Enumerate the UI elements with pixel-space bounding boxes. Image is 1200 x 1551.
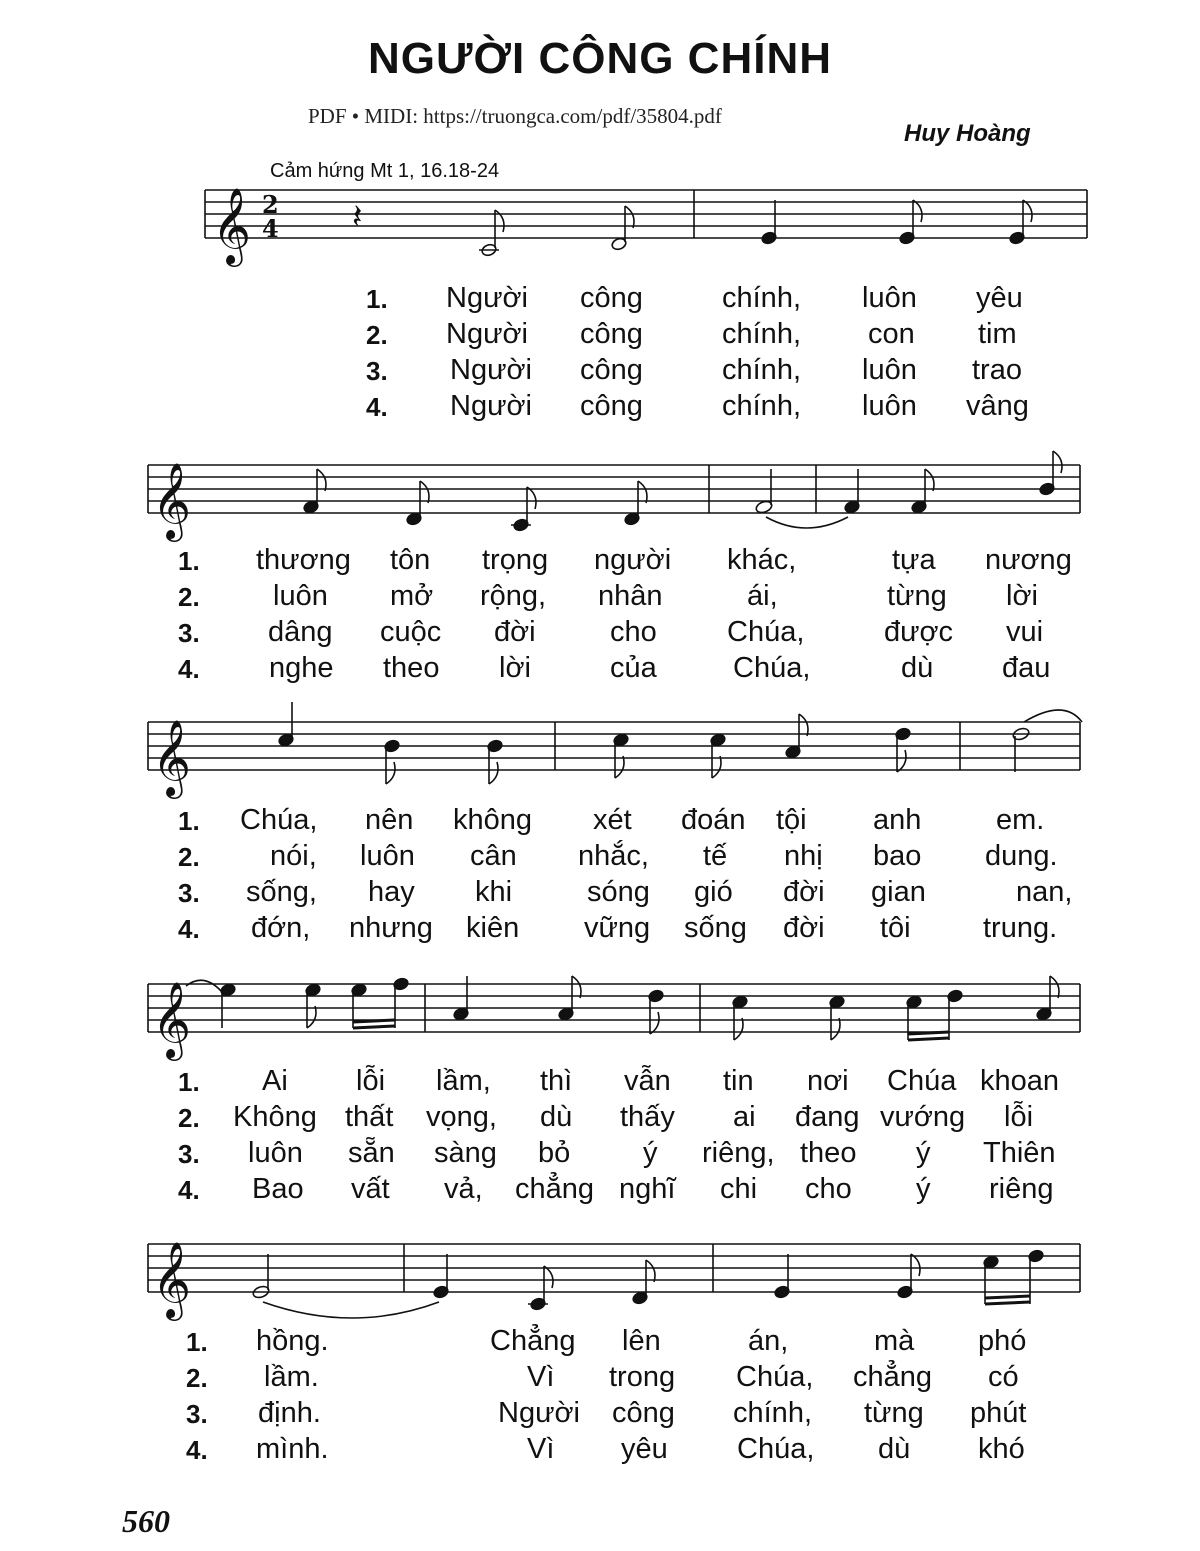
lyric-syllable: ý (916, 1137, 931, 1169)
lyric-syllable: tội (776, 804, 807, 836)
lyric-syllable: cho (805, 1173, 852, 1205)
treble-clef-icon: 𝄞 (152, 719, 192, 796)
lyric-syllable: tôi (880, 912, 911, 944)
lyric-syllable: lời (1006, 580, 1038, 612)
lyric-syllable: chính, (722, 390, 801, 422)
lyric-syllable: anh (873, 804, 922, 836)
lyric-syllable: đoán (681, 804, 746, 836)
lyric-syllable: riêng, (702, 1137, 775, 1169)
lyric-syllable: nói, (270, 840, 317, 872)
lyric-syllable: bỏ (538, 1137, 571, 1169)
staff-system-4 (0, 964, 1200, 1064)
verse-number: 2. (366, 320, 388, 350)
lyric-syllable: luôn (248, 1137, 303, 1169)
lyric-syllable: từng (864, 1397, 924, 1429)
lyric-syllable: khác, (727, 544, 797, 576)
lyric-syllable: vững (584, 912, 651, 944)
staff-system-1 (0, 170, 1200, 270)
lyric-syllable: nan, (1016, 876, 1073, 908)
lyric-syllable: công (580, 354, 643, 386)
treble-clef-icon: 𝄞 (212, 187, 252, 264)
lyric-syllable: nương (985, 544, 1072, 576)
verse-number: 4. (178, 914, 200, 944)
verse-number: 2. (178, 1103, 200, 1133)
lyric-syllable: đau (1002, 652, 1051, 684)
lyric-syllable: công (580, 318, 643, 350)
time-signature-bottom: 4 (262, 214, 279, 243)
lyric-syllable: Chúa, (736, 1361, 814, 1393)
quarter-rest-icon: 𝄽 (352, 197, 363, 237)
lyric-syllable: vui (1006, 616, 1044, 648)
lyric-syllable: Chúa, (737, 1433, 815, 1465)
lyric-syllable: đang (795, 1101, 860, 1133)
lyric-syllable: chính, (722, 282, 801, 314)
lyric-syllable: sống (684, 912, 747, 944)
lyric-syllable: dù (540, 1101, 573, 1133)
lyric-syllable: vả, (444, 1173, 483, 1205)
treble-clef-icon: 𝄞 (152, 981, 192, 1058)
lyric-syllable: thì (540, 1065, 573, 1097)
lyric-syllable: dù (901, 652, 934, 684)
lyric-syllable: nhân (598, 580, 663, 612)
lyric-syllable: nên (365, 804, 414, 836)
lyric-syllable: Vì (527, 1433, 555, 1465)
lyric-syllable: ý (643, 1137, 658, 1169)
lyric-syllable: trong (609, 1361, 676, 1393)
verse-number: 4. (366, 392, 388, 422)
treble-clef-icon: 𝄞 (152, 1241, 192, 1318)
lyric-syllable: đớn, (251, 912, 311, 944)
source-link[interactable]: PDF • MIDI: https://truongca.com/pdf/35804.pdf (308, 104, 722, 128)
treble-clef-icon: 𝄞 (152, 462, 192, 539)
lyric-syllable: sàng (434, 1137, 497, 1169)
lyric-syllable: công (612, 1397, 675, 1429)
lyric-syllable: phó (978, 1325, 1027, 1357)
lyric-syllable: mình. (256, 1433, 329, 1465)
lyric-syllable: án, (748, 1325, 789, 1357)
lyric-syllable: Ai (262, 1065, 288, 1097)
lyric-syllable: bao (873, 840, 922, 872)
lyric-syllable: có (988, 1361, 1019, 1393)
lyric-syllable: nhị (784, 840, 823, 872)
lyric-syllable: mà (874, 1325, 915, 1357)
lyric-syllable: phút (970, 1397, 1027, 1429)
lyric-syllable: khó (978, 1433, 1025, 1465)
lyric-syllable: nghĩ (619, 1173, 676, 1205)
lyric-syllable: chi (720, 1173, 758, 1205)
lyric-syllable: lầm, (436, 1065, 491, 1097)
lyric-syllable: định. (258, 1397, 321, 1429)
lyric-syllable: ý (916, 1173, 931, 1205)
lyric-syllable: hay (368, 876, 415, 908)
lyric-syllable: Chúa, (733, 652, 811, 684)
verse-number: 3. (186, 1399, 208, 1429)
verse-number: 1. (186, 1327, 208, 1357)
lyric-syllable: Người (450, 390, 532, 422)
lyric-syllable: kiên (466, 912, 520, 944)
lyric-syllable: lỗi (356, 1065, 386, 1097)
lyric-syllable: luôn (862, 282, 917, 314)
lyric-syllable: luôn (862, 390, 917, 422)
lyric-syllable: rộng, (480, 580, 547, 612)
lyric-syllable: luôn (273, 580, 328, 612)
verse-number: 1. (178, 546, 200, 576)
lyric-syllable: chẳng (515, 1173, 595, 1205)
lyric-syllable: đời (494, 616, 536, 648)
lyric-syllable: vọng, (426, 1101, 497, 1133)
lyric-syllable: công (580, 282, 643, 314)
lyric-syllable: vất (351, 1173, 390, 1205)
lyric-syllable: đời (783, 912, 825, 944)
lyric-syllable: con (868, 318, 915, 350)
lyric-syllable: ái, (747, 580, 778, 612)
lyric-syllable: yêu (621, 1433, 668, 1465)
lyric-syllable: trao (972, 354, 1022, 386)
lyric-syllable: tin (723, 1065, 754, 1097)
verse-number: 1. (366, 284, 388, 314)
lyric-syllable: vướng (880, 1101, 966, 1133)
notes (479, 200, 1032, 257)
lyric-syllable: Vì (527, 1361, 555, 1393)
lyric-syllable: theo (800, 1137, 857, 1169)
lyric-syllable: Người (446, 282, 528, 314)
lyric-syllable: luôn (862, 354, 917, 386)
lyric-syllable: Người (498, 1397, 580, 1429)
verse-number: 3. (178, 1139, 200, 1169)
verse-number: 4. (178, 654, 200, 684)
lyric-syllable: nhưng (349, 912, 433, 944)
lyric-syllable: Không (233, 1101, 317, 1133)
lyric-syllable: công (580, 390, 643, 422)
lyric-syllable: yêu (976, 282, 1023, 314)
lyric-syllable: lầm. (264, 1361, 319, 1393)
lyric-syllable: lời (499, 652, 531, 684)
verse-number: 2. (178, 842, 200, 872)
lyric-syllable: cân (470, 840, 517, 872)
lyric-syllable: tựa (892, 544, 936, 576)
lyric-syllable: dung. (985, 840, 1058, 872)
lyric-syllable: luôn (360, 840, 415, 872)
lyric-syllable: gian (871, 876, 926, 908)
lyric-syllable: Chúa, (240, 804, 318, 836)
verse-number: 4. (186, 1435, 208, 1465)
lyric-syllable: nơi (807, 1065, 849, 1097)
lyric-syllable: người (594, 544, 672, 576)
lyric-syllable: Bao (252, 1173, 304, 1205)
lyric-syllable: xét (593, 804, 632, 836)
lyric-syllable: từng (887, 580, 947, 612)
lyric-syllable: em. (996, 804, 1045, 836)
lyric-syllable: tế (703, 840, 728, 872)
lyric-syllable: được (884, 616, 954, 648)
lyric-syllable: của (610, 652, 657, 684)
lyric-syllable: gió (694, 876, 733, 908)
scripture-reference: Cảm hứng Mt 1, 16.18-24 (270, 160, 500, 182)
composer: Huy Hoàng (904, 120, 1031, 147)
lyric-syllable: dâng (268, 616, 333, 648)
lyric-syllable: khi (475, 876, 513, 908)
staff-system-5 (0, 1224, 1200, 1324)
lyric-syllable: chính, (733, 1397, 812, 1429)
lyric-syllable: trọng (482, 544, 549, 576)
lyric-syllable: Người (446, 318, 528, 350)
verse-number: 1. (178, 1067, 200, 1097)
lyric-syllable: thương (256, 544, 351, 576)
staff-system-3 (0, 702, 1200, 802)
lyric-syllable: Người (450, 354, 532, 386)
lyric-syllable: thất (345, 1101, 394, 1133)
lyric-syllable: riêng (989, 1173, 1054, 1205)
lyric-syllable: trung. (983, 912, 1058, 944)
lyric-syllable: chẳng (853, 1361, 933, 1393)
verse-number: 3. (178, 878, 200, 908)
lyric-syllable: dù (878, 1433, 911, 1465)
lyric-syllable: hồng. (256, 1325, 329, 1357)
lyric-syllable: nghe (269, 652, 334, 684)
staff-lines (205, 190, 1087, 238)
lyric-syllable: chính, (722, 318, 801, 350)
lyric-syllable: sống, (246, 876, 317, 908)
verse-number: 3. (178, 618, 200, 648)
lyric-syllable: sẵn (348, 1137, 395, 1169)
lyric-syllable: tim (978, 318, 1017, 350)
verse-number: 3. (366, 356, 388, 386)
staff-system-2 (0, 445, 1200, 545)
lyric-syllable: mở (390, 580, 434, 612)
lyric-syllable: Chẳng (490, 1325, 576, 1357)
time-signature-top: 2 (262, 190, 279, 219)
lyric-syllable: sóng (587, 876, 650, 908)
lyric-syllable: Chúa (887, 1065, 957, 1097)
verse-number: 2. (178, 582, 200, 612)
verse-number: 1. (178, 806, 200, 836)
lyric-syllable: thấy (620, 1101, 675, 1133)
lyric-syllable: nhắc, (578, 840, 649, 872)
lyric-syllable: khoan (980, 1065, 1060, 1097)
lyric-syllable: vâng (966, 390, 1029, 422)
lyric-syllable: tôn (390, 544, 431, 576)
verse-number: 2. (186, 1363, 208, 1393)
lyric-syllable: lỗi (1004, 1101, 1034, 1133)
page-number: 560 (122, 1503, 170, 1539)
song-title: NGƯỜI CÔNG CHÍNH (367, 34, 833, 83)
lyric-syllable: không (453, 804, 533, 836)
lyric-syllable: theo (383, 652, 440, 684)
lyric-syllable: chính, (722, 354, 801, 386)
lyric-syllable: cho (610, 616, 657, 648)
lyric-syllable: ai (733, 1101, 756, 1133)
lyric-syllable: cuộc (380, 616, 442, 648)
verse-number: 4. (178, 1175, 200, 1205)
lyric-syllable: Thiên (983, 1137, 1056, 1169)
lyric-syllable: Chúa, (727, 616, 805, 648)
lyric-syllable: vẫn (624, 1065, 671, 1097)
lyric-syllable: đời (783, 876, 825, 908)
lyric-syllable: lên (622, 1325, 661, 1357)
